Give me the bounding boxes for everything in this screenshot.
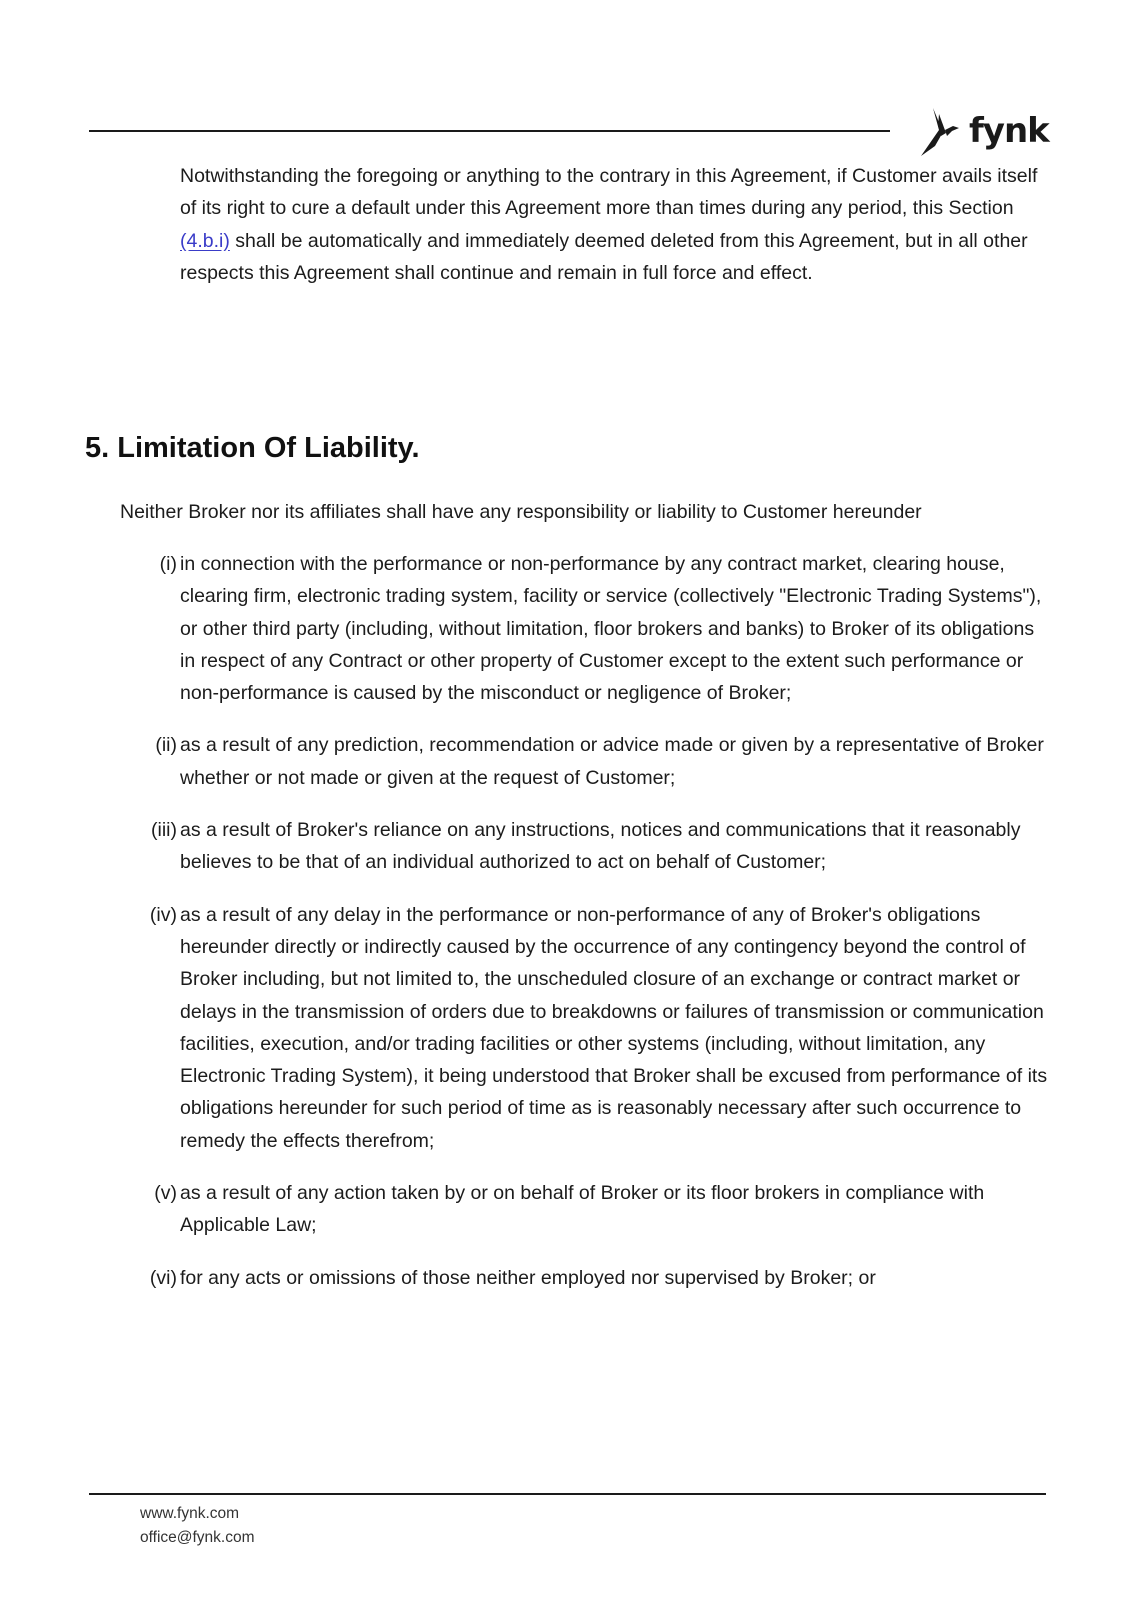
clause-number: (vi) [149,1266,177,1289]
clause-number: (iii) [151,819,177,842]
clause-text: as a result of any delay in the performance or non-performance of any of Broker's obligations hereunder directly or indirectly caused by the occurrence of any contingency beyond the control of Broker including, but not limited to, the unscheduled closure of an exchange or contract market or delays in the transmission of orders due to breakdowns or failures of transmission or communication facilities, execution, and/or trading facilities or other systems (including, without limitation, any Electronic Trading System), it being understood that Broker shall be excused from performance of its obligations hereunder for such period of time as is reasonably necessary after such occurrence to remedy the effects therefrom; [180,903,1048,1152]
clause-text: for any acts or omissions of those neither employed nor supervised by Broker; or [180,1266,876,1289]
footer-website-link[interactable]: www.fynk.com [140,1505,240,1522]
clause-text: as a result of any action taken by or on behalf of Broker or its floor brokers in compliance with Applicable Law; [180,1182,985,1237]
clause-item [0,548,1131,709]
intro-text-end: shall be automatically and immediately deemed deleted from this Agreement, but in all other respects this Agreement shall continue and remain in full force and effect. [180,229,1028,284]
clause-number: (v) [154,1182,177,1205]
clause-item [0,814,1131,879]
clause-number: (i) [159,553,177,575]
logo-wordmark: fynk [969,111,1049,151]
clause-item [0,1262,1131,1294]
company-logo [919,105,1049,157]
clause-list [0,548,1131,1314]
bird-icon [919,106,963,156]
clause-item [0,899,1131,1157]
clause-text: in connection with the performance or non-performance by any contract market, clearing house, clearing firm, electronic trading system, facility or service (collectively "Electronic Trading Systems"), or other third party (including, without limitation, floor brokers and banks) to Broker of its obligations in respect of any Contract or other property of Customer except to the extent such performance or non-performance is caused by the misconduct or negligence of Broker; [180,553,1042,705]
clause-item [0,729,1131,794]
clause-item [0,1177,1131,1242]
clause-number: (iv) [149,903,177,926]
clause-text: as a result of Broker's reliance on any instructions, notices and communications that it reasonably believes to be that of an individual authorized to act on behalf of Customer; [180,819,1021,874]
section-heading: 5. Limitation Of Liability. [85,432,420,464]
section-cross-reference-link[interactable]: (4.b.i) [180,229,230,252]
footer-rule [89,1493,1046,1495]
header-rule [89,130,890,132]
footer-email-link[interactable]: office@fynk.com [140,1529,255,1546]
intro-paragraph [180,160,1050,289]
clause-text: as a result of any prediction, recommendation or advice made or given by a representative of Broker whether or not made or given at the request of Customer; [180,734,1044,789]
intro-text-start: Notwithstanding the foregoing or anything to the contrary in this Agreement, if Customer avails itself of its right to cure a default under this Agreement more than times during any period, this Section [180,165,1038,220]
clause-number: (ii) [155,734,177,757]
section-lead-text: Neither Broker nor its affiliates shall have any responsibility or liability to Customer hereunder [120,501,922,523]
